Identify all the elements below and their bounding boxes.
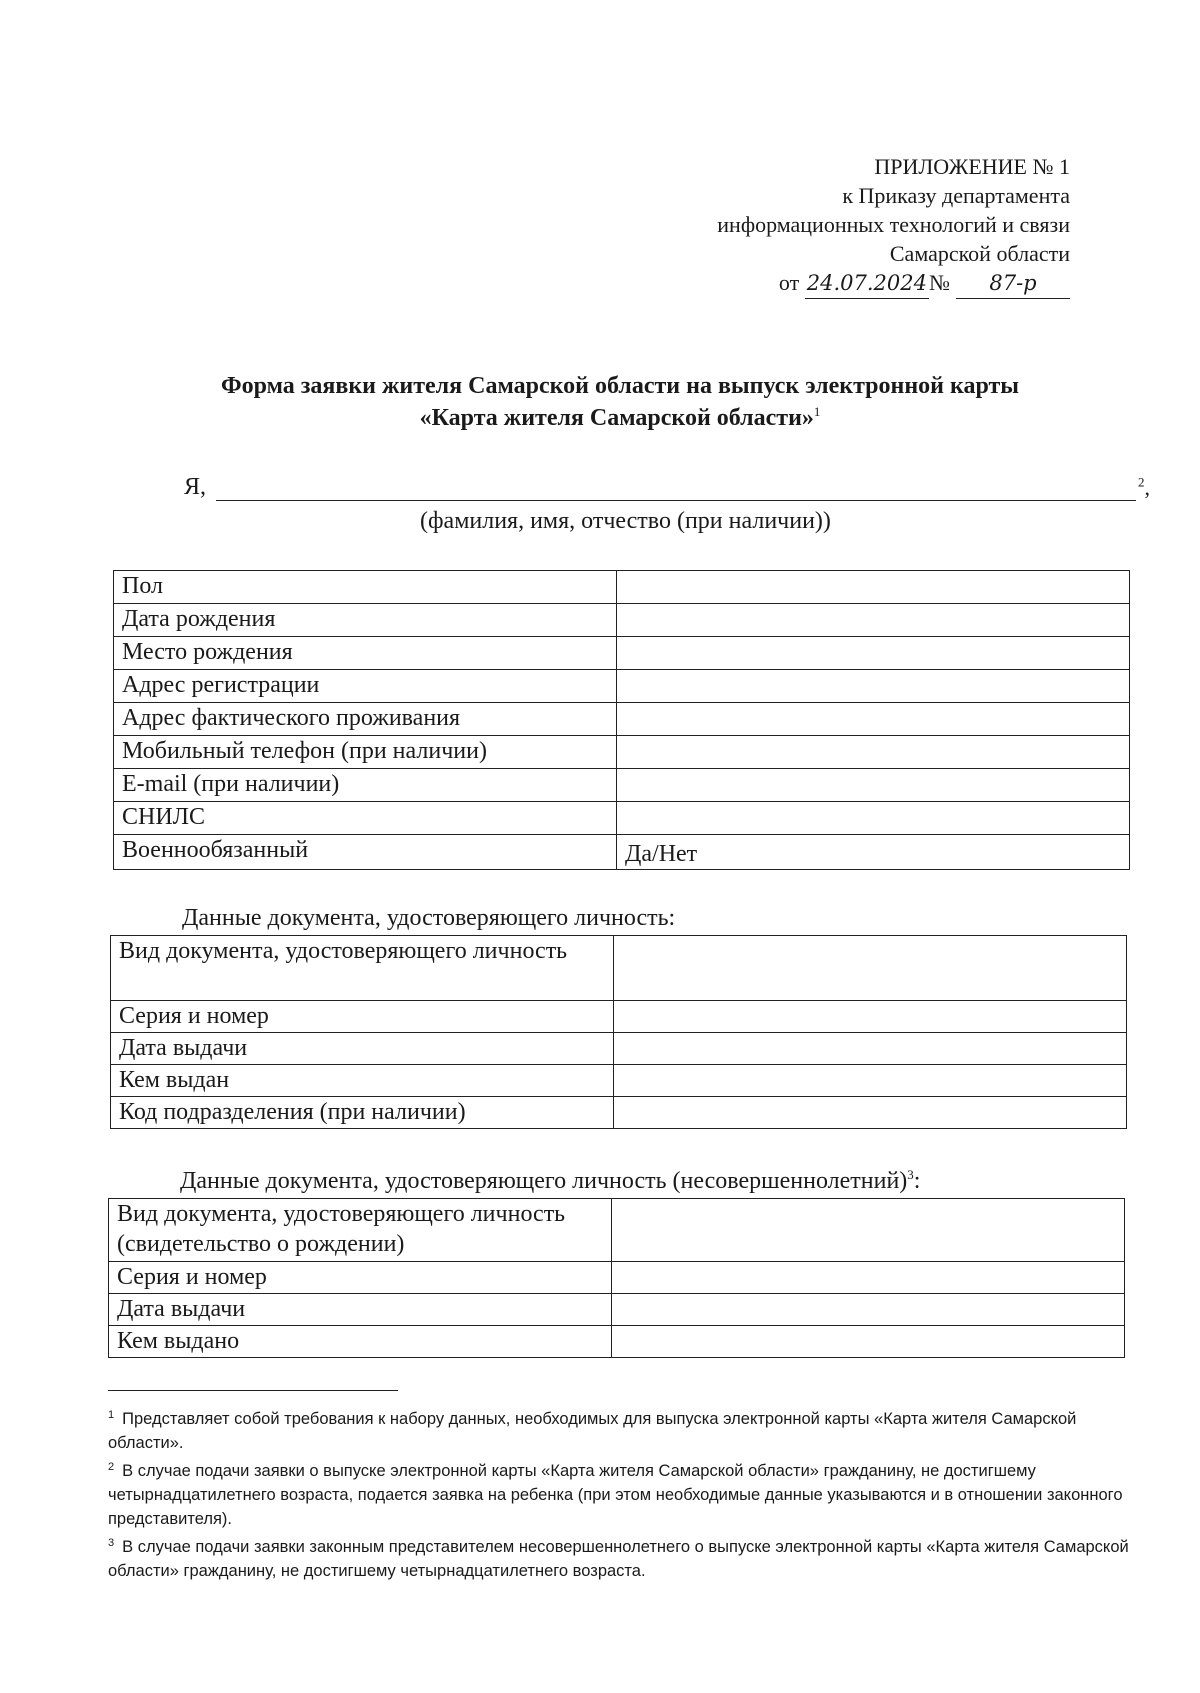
applicant-name-line [184, 474, 1150, 501]
table-row [109, 1262, 1125, 1294]
row-value-military-duty[interactable]: Да/Нет [617, 835, 1130, 870]
row-label-snils: СНИЛС [114, 802, 617, 835]
row-value-issued-by[interactable] [614, 1065, 1127, 1097]
footnote-ref-1: 1 [813, 404, 821, 419]
minor-document-heading-suffix: : [913, 1168, 921, 1194]
order-date-number [717, 268, 1070, 299]
row-label-division-code: Код подразделения (при наличии) [111, 1097, 614, 1129]
form-title-line2 [130, 402, 1110, 434]
row-label-birth-certificate: Вид документа, удостоверяющего личность (свидетельство о рождении) [109, 1199, 612, 1262]
row-label-birth-date: Дата рождения [114, 604, 617, 637]
table-row [109, 1294, 1125, 1326]
id-document-table [110, 935, 1127, 1129]
row-value-mobile-phone[interactable] [617, 736, 1130, 769]
row-label-actual-address: Адрес фактического проживания [114, 703, 617, 736]
footnote-text: Представляет собой требования к набору данных, необходимых для выпуска электронной карты «Карта жителя Самарской области». [108, 1410, 1077, 1452]
row-value-actual-address[interactable] [617, 703, 1130, 736]
approval-header [717, 152, 1070, 299]
row-label-email: E-mail (при наличии) [114, 769, 617, 802]
footnote-number: 2 [108, 1460, 115, 1473]
footnote-1 [108, 1407, 1148, 1455]
row-label-mobile-phone: Мобильный телефон (при наличии) [114, 736, 617, 769]
row-value-birth-certificate[interactable] [612, 1199, 1125, 1262]
date-prefix: от [778, 270, 800, 295]
footnote-text: В случае подачи заявки о выпуске электронной карты «Карта жителя Самарской области» гражданину, не достигшему четырнадцатилетнего возраста, подается заявка на ребенка (при этом необходимые данные указываются и в отношении законного представителя). [108, 1462, 1123, 1528]
row-label-gender: Пол [114, 571, 617, 604]
table-row [109, 1326, 1125, 1358]
department-name: информационных технологий и связи [717, 212, 1070, 237]
footnote-number: 1 [108, 1408, 115, 1421]
region-name: Самарской области [889, 241, 1070, 266]
row-value-minor-series-number[interactable] [612, 1262, 1125, 1294]
table-row [114, 769, 1130, 802]
table-row [114, 637, 1130, 670]
appendix-title: ПРИЛОЖЕНИЕ № 1 [874, 154, 1070, 179]
table-row [114, 736, 1130, 769]
form-title [130, 370, 1110, 434]
row-value-minor-issue-date[interactable] [612, 1294, 1125, 1326]
handwritten-date: 24.07.2024 [805, 269, 929, 299]
row-value-birth-date[interactable] [617, 604, 1130, 637]
table-row [111, 936, 1127, 1001]
row-value-email[interactable] [617, 769, 1130, 802]
table-row [114, 703, 1130, 736]
table-row [114, 802, 1130, 835]
row-label-military-duty: Военнообязанный [114, 835, 617, 870]
row-value-gender[interactable] [617, 571, 1130, 604]
table-row [111, 1033, 1127, 1065]
footnote-text: В случае подачи заявки законным представителем несовершеннолетнего о выпуске электронной карты «Карта жителя Самарской области» гражданину, не достигшему четырнадцатилетнего возраста. [108, 1538, 1129, 1580]
minor-document-heading [180, 1168, 920, 1195]
row-value-birth-place[interactable] [617, 637, 1130, 670]
table-row [114, 670, 1130, 703]
table-row [111, 1065, 1127, 1097]
personal-data-table [113, 570, 1130, 870]
table-row [114, 835, 1130, 870]
row-label-document-type: Вид документа, удостоверяющего личность [111, 936, 614, 1001]
footnote-number: 3 [108, 1536, 115, 1549]
row-value-document-type[interactable] [614, 936, 1127, 1001]
row-label-minor-series-number: Серия и номер [109, 1262, 612, 1294]
applicant-prefix: Я, [184, 474, 207, 500]
handwritten-number: 87-р [956, 269, 1070, 299]
footnote-2 [108, 1459, 1148, 1531]
minor-document-table [108, 1198, 1125, 1358]
row-label-issued-by: Кем выдан [111, 1065, 614, 1097]
applicant-suffix: , [1144, 475, 1150, 500]
applicant-name-field[interactable] [216, 476, 1136, 501]
row-value-snils[interactable] [617, 802, 1130, 835]
row-label-minor-issued-by: Кем выдано [109, 1326, 612, 1358]
row-value-series-number[interactable] [614, 1001, 1127, 1033]
table-row [114, 571, 1130, 604]
form-title-line1: Форма заявки жителя Самарской области на выпуск электронной карты [220, 373, 1020, 399]
row-value-registration-address[interactable] [617, 670, 1130, 703]
footnote-ref-2: 2 [1138, 474, 1145, 490]
form-title-card-name: «Карта жителя Самарской области» [419, 405, 814, 431]
applicant-tail [1138, 475, 1150, 501]
row-value-division-code[interactable] [614, 1097, 1127, 1129]
footnote-3 [108, 1535, 1148, 1583]
footnotes [108, 1407, 1148, 1587]
row-label-series-number: Серия и номер [111, 1001, 614, 1033]
id-document-heading: Данные документа, удостоверяющего личность: [182, 905, 676, 931]
row-label-issue-date: Дата выдачи [111, 1033, 614, 1065]
number-prefix: № [929, 270, 950, 295]
footnote-divider [108, 1390, 398, 1391]
row-label-birth-place: Место рождения [114, 637, 617, 670]
table-row [111, 1001, 1127, 1033]
row-label-registration-address: Адрес регистрации [114, 670, 617, 703]
minor-document-heading-text: Данные документа, удостоверяющего личность (несовершеннолетний) [180, 1168, 908, 1194]
row-value-issue-date[interactable] [614, 1033, 1127, 1065]
table-row [114, 604, 1130, 637]
table-row [109, 1199, 1125, 1262]
row-label-minor-issue-date: Дата выдачи [109, 1294, 612, 1326]
row-value-minor-issued-by[interactable] [612, 1326, 1125, 1358]
applicant-name-caption: (фамилия, имя, отчество (при наличии)) [420, 508, 831, 534]
footnote-ref-3: 3 [907, 1167, 914, 1182]
table-row [111, 1097, 1127, 1129]
order-reference: к Приказу департамента [842, 183, 1070, 208]
